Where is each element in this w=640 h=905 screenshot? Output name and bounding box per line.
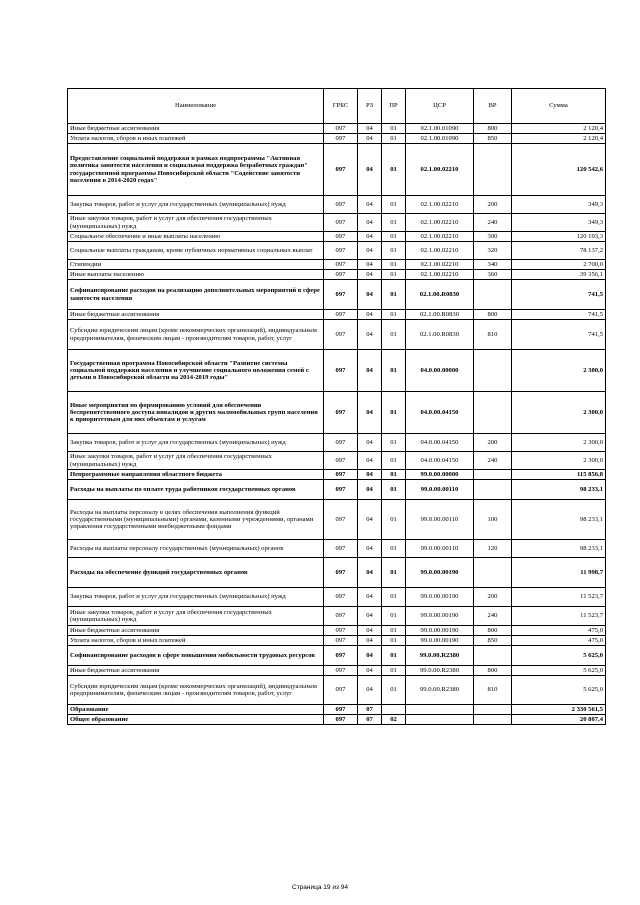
table-row bbox=[68, 242, 606, 260]
cell-name: Закупка товаров, работ и услуг для государственных (муниципальных) нужд bbox=[68, 196, 324, 214]
table-row bbox=[68, 636, 606, 646]
cell-name: Расходы на обеспечение функций государственных органов bbox=[68, 558, 324, 588]
cell-sum: 2 300,0 bbox=[512, 434, 606, 452]
cell-vr bbox=[474, 144, 512, 196]
table-row bbox=[68, 646, 606, 666]
cell-grbs: 097 bbox=[324, 350, 358, 392]
table-row bbox=[68, 434, 606, 452]
cell-vr: 320 bbox=[474, 242, 512, 260]
cell-rz: 04 bbox=[358, 134, 382, 144]
cell-name: Социальное обеспечение и иные выплаты населению bbox=[68, 232, 324, 242]
cell-grbs: 097 bbox=[324, 280, 358, 310]
table-row bbox=[68, 540, 606, 558]
cell-csr: 02.1.00.R0830 bbox=[406, 310, 474, 320]
cell-name: Расходы на выплаты персоналу в целях обеспечения выполнения функций государственными (муниципальными) органами, казенными учреждениями, органами управления государственными внебюджетными фондами bbox=[68, 500, 324, 540]
cell-rz: 04 bbox=[358, 280, 382, 310]
cell-pr: 01 bbox=[382, 646, 406, 666]
cell-rz: 04 bbox=[358, 666, 382, 676]
cell-sum: 5 625,0 bbox=[512, 646, 606, 666]
cell-rz: 04 bbox=[358, 452, 382, 470]
cell-sum: 2 120,4 bbox=[512, 124, 606, 134]
header-rz: РЗ bbox=[358, 89, 382, 124]
cell-csr: 02.1.00.02210 bbox=[406, 270, 474, 280]
cell-csr: 04.0.00.04150 bbox=[406, 434, 474, 452]
cell-csr bbox=[406, 705, 474, 715]
cell-pr: 01 bbox=[382, 232, 406, 242]
cell-name: Закупка товаров, работ и услуг для государственных (муниципальных) нужд bbox=[68, 434, 324, 452]
cell-pr: 01 bbox=[382, 626, 406, 636]
cell-rz: 04 bbox=[358, 144, 382, 196]
cell-grbs: 097 bbox=[324, 452, 358, 470]
cell-csr: 99.0.00.00190 bbox=[406, 588, 474, 607]
cell-vr bbox=[474, 558, 512, 588]
cell-grbs: 097 bbox=[324, 392, 358, 434]
cell-grbs: 097 bbox=[324, 715, 358, 725]
cell-csr: 02.1.00.01090 bbox=[406, 124, 474, 134]
cell-sum: 2 300,0 bbox=[512, 392, 606, 434]
cell-rz: 04 bbox=[358, 480, 382, 500]
cell-vr: 200 bbox=[474, 588, 512, 607]
cell-vr: 360 bbox=[474, 270, 512, 280]
cell-grbs: 097 bbox=[324, 676, 358, 705]
table-row bbox=[68, 232, 606, 242]
cell-csr: 99.0.00.00110 bbox=[406, 540, 474, 558]
cell-rz: 04 bbox=[358, 470, 382, 480]
table-row bbox=[68, 214, 606, 232]
header-pr: ПР bbox=[382, 89, 406, 124]
cell-sum: 98 233,1 bbox=[512, 540, 606, 558]
cell-sum: 475,0 bbox=[512, 636, 606, 646]
cell-csr: 02.1.00.02210 bbox=[406, 232, 474, 242]
cell-pr bbox=[382, 705, 406, 715]
cell-vr: 800 bbox=[474, 310, 512, 320]
header-name: Наименование bbox=[68, 89, 324, 124]
cell-vr bbox=[474, 470, 512, 480]
cell-grbs: 097 bbox=[324, 320, 358, 350]
cell-rz: 04 bbox=[358, 540, 382, 558]
cell-csr: 99.0.00.00000 bbox=[406, 470, 474, 480]
table-row bbox=[68, 452, 606, 470]
cell-csr: 02.1.00.02210 bbox=[406, 196, 474, 214]
cell-vr bbox=[474, 350, 512, 392]
cell-grbs: 097 bbox=[324, 558, 358, 588]
table-row bbox=[68, 280, 606, 310]
cell-grbs: 097 bbox=[324, 470, 358, 480]
cell-name: Предоставление социальной поддержки в рамках подпрограммы "Активная политика занятости населения и социальная поддержка безработных граждан" государственной программы Новосибирской области "Содействие занятости населения в 2014-2020 годах" bbox=[68, 144, 324, 196]
cell-vr: 800 bbox=[474, 626, 512, 636]
cell-sum: 2 330 561,5 bbox=[512, 705, 606, 715]
cell-grbs: 097 bbox=[324, 310, 358, 320]
cell-pr: 01 bbox=[382, 280, 406, 310]
cell-sum: 741,5 bbox=[512, 310, 606, 320]
cell-vr: 810 bbox=[474, 320, 512, 350]
cell-vr: 810 bbox=[474, 676, 512, 705]
cell-vr: 100 bbox=[474, 500, 512, 540]
cell-pr: 01 bbox=[382, 480, 406, 500]
cell-rz: 04 bbox=[358, 636, 382, 646]
cell-rz: 04 bbox=[358, 242, 382, 260]
cell-name: Иные бюджетные ассигнования bbox=[68, 626, 324, 636]
cell-grbs: 097 bbox=[324, 242, 358, 260]
cell-rz: 04 bbox=[358, 310, 382, 320]
table-row bbox=[68, 607, 606, 626]
cell-csr: 99.0.00.R2380 bbox=[406, 676, 474, 705]
cell-csr: 04.0.00.00000 bbox=[406, 350, 474, 392]
cell-sum: 98 233,1 bbox=[512, 480, 606, 500]
cell-pr: 01 bbox=[382, 260, 406, 270]
cell-pr: 01 bbox=[382, 607, 406, 626]
cell-rz: 04 bbox=[358, 232, 382, 242]
header-sum: Сумма bbox=[512, 89, 606, 124]
table-header-row bbox=[68, 89, 606, 124]
cell-name: Социальные выплаты гражданам, кроме публичных нормативных социальных выплат bbox=[68, 242, 324, 260]
cell-grbs: 097 bbox=[324, 480, 358, 500]
cell-rz: 04 bbox=[358, 124, 382, 134]
cell-grbs: 097 bbox=[324, 214, 358, 232]
cell-name: Иные закупки товаров, работ и услуг для обеспечения государственных (муниципальных) нужд bbox=[68, 607, 324, 626]
cell-csr: 04.0.00.04150 bbox=[406, 392, 474, 434]
cell-sum: 741,5 bbox=[512, 320, 606, 350]
cell-name: Иные бюджетные ассигнования bbox=[68, 124, 324, 134]
cell-sum: 11 998,7 bbox=[512, 558, 606, 588]
table-body bbox=[68, 124, 606, 725]
cell-name: Иные бюджетные ассигнования bbox=[68, 310, 324, 320]
cell-grbs: 097 bbox=[324, 196, 358, 214]
cell-rz: 04 bbox=[358, 196, 382, 214]
cell-name: Иные мероприятия по формированию условий для обеспечения беспрепятственного доступа инвалидов и других маломобильных групп населения к приоритетным для них объектам и услугам bbox=[68, 392, 324, 434]
cell-pr: 01 bbox=[382, 196, 406, 214]
table-row bbox=[68, 480, 606, 500]
cell-csr: 02.1.00.02210 bbox=[406, 260, 474, 270]
table-row bbox=[68, 676, 606, 705]
cell-vr: 200 bbox=[474, 196, 512, 214]
cell-pr: 01 bbox=[382, 242, 406, 260]
cell-sum: 11 523,7 bbox=[512, 607, 606, 626]
cell-rz: 04 bbox=[358, 588, 382, 607]
cell-pr: 01 bbox=[382, 452, 406, 470]
cell-pr: 01 bbox=[382, 124, 406, 134]
table-row bbox=[68, 320, 606, 350]
table-row bbox=[68, 350, 606, 392]
cell-csr: 02.1.00.01090 bbox=[406, 134, 474, 144]
cell-pr: 01 bbox=[382, 588, 406, 607]
cell-vr bbox=[474, 280, 512, 310]
cell-vr: 120 bbox=[474, 540, 512, 558]
header-csr: ЦСР bbox=[406, 89, 474, 124]
cell-vr bbox=[474, 480, 512, 500]
table-row bbox=[68, 470, 606, 480]
cell-pr: 01 bbox=[382, 320, 406, 350]
cell-vr bbox=[474, 715, 512, 725]
cell-pr: 01 bbox=[382, 666, 406, 676]
cell-name: Закупка товаров, работ и услуг для государственных (муниципальных) нужд bbox=[68, 588, 324, 607]
cell-csr: 02.1.00.02210 bbox=[406, 144, 474, 196]
cell-name: Иные бюджетные ассигнования bbox=[68, 666, 324, 676]
header-vr: ВР bbox=[474, 89, 512, 124]
cell-name: Расходы на выплаты персоналу государственных (муниципальных) органов bbox=[68, 540, 324, 558]
cell-vr bbox=[474, 392, 512, 434]
cell-pr: 01 bbox=[382, 558, 406, 588]
table-row bbox=[68, 144, 606, 196]
cell-pr: 01 bbox=[382, 636, 406, 646]
cell-rz: 07 bbox=[358, 705, 382, 715]
cell-grbs: 097 bbox=[324, 124, 358, 134]
cell-csr: 99.0.00.R2380 bbox=[406, 646, 474, 666]
cell-name: Стипендии bbox=[68, 260, 324, 270]
cell-csr: 99.0.00.00190 bbox=[406, 558, 474, 588]
cell-rz: 04 bbox=[358, 350, 382, 392]
table-row bbox=[68, 705, 606, 715]
cell-vr: 850 bbox=[474, 134, 512, 144]
table-row bbox=[68, 270, 606, 280]
cell-pr: 01 bbox=[382, 214, 406, 232]
table-row bbox=[68, 626, 606, 636]
cell-csr: 99.0.00.00190 bbox=[406, 636, 474, 646]
cell-name: Непрограммные направления областного бюджета bbox=[68, 470, 324, 480]
cell-rz: 07 bbox=[358, 715, 382, 725]
cell-pr: 01 bbox=[382, 470, 406, 480]
cell-name: Субсидии юридическим лицам (кроме некоммерческих организаций), индивидуальным предпринимателям, физическим лицам - производителям товаров, работ, услуг bbox=[68, 320, 324, 350]
cell-vr: 240 bbox=[474, 607, 512, 626]
cell-sum: 741,5 bbox=[512, 280, 606, 310]
cell-vr: 850 bbox=[474, 636, 512, 646]
cell-grbs: 097 bbox=[324, 646, 358, 666]
cell-name: Государственная программа Новосибирской области "Развитие системы социальной поддержки населения и улучшение социального положения семей с детьми в Новосибирской области на 2014-2019 годы" bbox=[68, 350, 324, 392]
cell-csr: 99.0.00.00190 bbox=[406, 626, 474, 636]
cell-sum: 2 700,0 bbox=[512, 260, 606, 270]
table-row bbox=[68, 588, 606, 607]
cell-grbs: 097 bbox=[324, 434, 358, 452]
cell-sum: 39 356,1 bbox=[512, 270, 606, 280]
cell-pr: 01 bbox=[382, 134, 406, 144]
cell-grbs: 097 bbox=[324, 270, 358, 280]
cell-csr: 99.0.00.00110 bbox=[406, 480, 474, 500]
table-row bbox=[68, 666, 606, 676]
table-row bbox=[68, 715, 606, 725]
cell-vr: 240 bbox=[474, 452, 512, 470]
cell-csr: 02.1.00.R0830 bbox=[406, 320, 474, 350]
cell-grbs: 097 bbox=[324, 260, 358, 270]
cell-sum: 475,0 bbox=[512, 626, 606, 636]
table-row bbox=[68, 558, 606, 588]
cell-vr bbox=[474, 646, 512, 666]
cell-sum: 120 193,3 bbox=[512, 232, 606, 242]
page-number: Страница 19 из 94 bbox=[292, 884, 348, 891]
cell-name: Уплата налогов, сборов и иных платежей bbox=[68, 636, 324, 646]
cell-name: Софинансирование расходов в сфере повышения мобильности трудовых ресурсов bbox=[68, 646, 324, 666]
table-row bbox=[68, 260, 606, 270]
budget-table bbox=[67, 88, 606, 725]
table-row bbox=[68, 500, 606, 540]
table-row bbox=[68, 392, 606, 434]
cell-rz: 04 bbox=[358, 626, 382, 636]
cell-grbs: 097 bbox=[324, 626, 358, 636]
cell-sum: 120 542,6 bbox=[512, 144, 606, 196]
cell-grbs: 097 bbox=[324, 500, 358, 540]
cell-name: Субсидии юридическим лицам (кроме некоммерческих организаций), индивидуальным предпринимателям, физическим лицам - производителям товаров, работ, услуг bbox=[68, 676, 324, 705]
cell-sum: 5 625,0 bbox=[512, 676, 606, 705]
cell-rz: 04 bbox=[358, 500, 382, 540]
cell-rz: 04 bbox=[358, 260, 382, 270]
cell-sum: 5 625,0 bbox=[512, 666, 606, 676]
cell-rz: 04 bbox=[358, 558, 382, 588]
cell-csr: 02.1.00.R0830 bbox=[406, 280, 474, 310]
cell-name: Образование bbox=[68, 705, 324, 715]
cell-vr bbox=[474, 705, 512, 715]
cell-pr: 01 bbox=[382, 392, 406, 434]
cell-grbs: 097 bbox=[324, 232, 358, 242]
table-row bbox=[68, 124, 606, 134]
cell-grbs: 097 bbox=[324, 607, 358, 626]
header-grbs: ГРБС bbox=[324, 89, 358, 124]
cell-vr: 300 bbox=[474, 232, 512, 242]
cell-csr: 99.0.00.00110 bbox=[406, 500, 474, 540]
cell-grbs: 097 bbox=[324, 134, 358, 144]
cell-rz: 04 bbox=[358, 434, 382, 452]
cell-grbs: 097 bbox=[324, 705, 358, 715]
cell-rz: 04 bbox=[358, 607, 382, 626]
cell-sum: 78 137,2 bbox=[512, 242, 606, 260]
cell-vr: 200 bbox=[474, 434, 512, 452]
cell-csr: 02.1.00.02210 bbox=[406, 214, 474, 232]
cell-csr: 99.0.00.00190 bbox=[406, 607, 474, 626]
cell-rz: 04 bbox=[358, 646, 382, 666]
cell-csr bbox=[406, 715, 474, 725]
cell-name: Софинансирование расходов на реализацию дополнительных мероприятий в сфере занятости населения bbox=[68, 280, 324, 310]
cell-vr: 340 bbox=[474, 260, 512, 270]
cell-grbs: 097 bbox=[324, 588, 358, 607]
cell-grbs: 097 bbox=[324, 636, 358, 646]
cell-rz: 04 bbox=[358, 214, 382, 232]
cell-pr: 02 bbox=[382, 715, 406, 725]
cell-vr: 800 bbox=[474, 124, 512, 134]
cell-rz: 04 bbox=[358, 270, 382, 280]
cell-rz: 04 bbox=[358, 676, 382, 705]
cell-pr: 01 bbox=[382, 350, 406, 392]
cell-pr: 01 bbox=[382, 500, 406, 540]
cell-name: Иные закупки товаров, работ и услуг для обеспечения государственных (муниципальных) нужд bbox=[68, 452, 324, 470]
cell-grbs: 097 bbox=[324, 540, 358, 558]
cell-name: Уплата налогов, сборов и иных платежей bbox=[68, 134, 324, 144]
cell-pr: 01 bbox=[382, 540, 406, 558]
cell-vr: 800 bbox=[474, 666, 512, 676]
cell-pr: 01 bbox=[382, 144, 406, 196]
cell-sum: 98 233,1 bbox=[512, 500, 606, 540]
cell-rz: 04 bbox=[358, 392, 382, 434]
cell-csr: 04.0.00.04150 bbox=[406, 452, 474, 470]
cell-name: Иные выплаты населению bbox=[68, 270, 324, 280]
cell-name: Общее образование bbox=[68, 715, 324, 725]
cell-name: Иные закупки товаров, работ и услуг для обеспечения государственных (муниципальных) нужд bbox=[68, 214, 324, 232]
cell-csr: 02.1.00.02210 bbox=[406, 242, 474, 260]
cell-pr: 01 bbox=[382, 676, 406, 705]
cell-vr: 240 bbox=[474, 214, 512, 232]
cell-csr: 99.0.00.R2380 bbox=[406, 666, 474, 676]
cell-sum: 2 120,4 bbox=[512, 134, 606, 144]
cell-sum: 11 523,7 bbox=[512, 588, 606, 607]
cell-sum: 349,3 bbox=[512, 214, 606, 232]
cell-sum: 115 856,8 bbox=[512, 470, 606, 480]
cell-sum: 20 807,4 bbox=[512, 715, 606, 725]
cell-grbs: 097 bbox=[324, 666, 358, 676]
cell-pr: 01 bbox=[382, 310, 406, 320]
cell-grbs: 097 bbox=[324, 144, 358, 196]
table-row bbox=[68, 196, 606, 214]
cell-sum: 2 300,0 bbox=[512, 350, 606, 392]
cell-name: Расходы на выплаты по оплате труда работников государственных органов bbox=[68, 480, 324, 500]
cell-sum: 349,3 bbox=[512, 196, 606, 214]
table-row bbox=[68, 134, 606, 144]
cell-pr: 01 bbox=[382, 434, 406, 452]
cell-rz: 04 bbox=[358, 320, 382, 350]
cell-pr: 01 bbox=[382, 270, 406, 280]
cell-sum: 2 300,0 bbox=[512, 452, 606, 470]
table-row bbox=[68, 310, 606, 320]
